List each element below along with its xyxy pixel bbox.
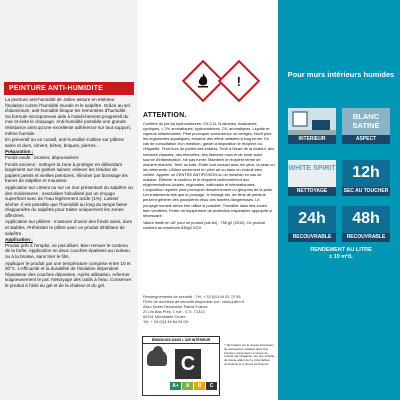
safety-paragraph: Contient du (de la) hydrocarbures, C9-C11, N-alcanes, isoalcanes, cycliques, < 2% aromatiques; hydrocarbures, C9, aromatiques. Liquide et vapeurs inflammables. Peut provoquer somnolence ou vertiges. Nocif pour les organismes aquatiques, entraîne des effets néfastes à long terme. En cas de consultation d'un médecin, garder à disposition le récipient ou l'étiquette. Tenir hors de portée des enfants. Tenir à l'écart de la chaleur, des surfaces chaudes, des étincelles, des flammes nues et de toute autre source d'inflammation. Ne pas fumer. Maintenir le récipient fermé de manière étanche. Tenir au frais. Éviter tout contact avec les yeux, la peau ou les vêtements. Utiliser seulement en plein air ou dans un endroit bien ventilé. Appeler un CENTRE ANTIPOISON ou un médecin en cas de malaise. Éliminer le contenu et le récipient conformément aux réglementations locales, régionales, nationales et internationales. L'exposition répétée peut provoquer dessèchement ou gerçures de la peau. Les traitements tels que le ponçage, le brûlage etc. de films de peinture peuvent générer des poussières et/ou des fumées dangereuses. Le ponçage humide devra être utilisé si possible. Travailler dans des zones bien ventilées. Porter un équipement de protection respiratoire approprié si nécessaire. [143, 121, 275, 218]
scale-b: B [194, 382, 205, 390]
finish-value: BLANC SATINÉ [352, 112, 380, 130]
tile-interior [288, 108, 336, 144]
emissions-note: * Information sur le niveau d'émission de substances volatiles dans l'air intérieur, présentant un risque de toxicité par inhalation, sur une échelle de classe allant de A+ (très faibles émissions) à C (fortes émissions). [224, 343, 275, 366]
emission-scale [170, 382, 217, 390]
tile-aspect [342, 108, 390, 144]
middle-panel [138, 0, 278, 400]
emissions-title: ÉMISSIONS DANS L'AIR INTÉRIEUR [143, 337, 219, 344]
manufacturer-info [143, 294, 275, 324]
cleaning-value: WHITE SPIRIT [288, 165, 336, 172]
emissions-label [142, 336, 220, 396]
tile-label-dry-touch: SEC AU TOUCHER [343, 188, 389, 194]
coverage-info [284, 247, 398, 261]
hazard-pictograms [188, 66, 254, 96]
right-title: Pour murs intérieurs humides [287, 70, 395, 79]
left-panel [0, 0, 138, 400]
scale-aplus: A+ [170, 382, 181, 390]
tile-recoat-48 [342, 206, 390, 242]
prep-old-surfaces: Fonds anciens : nettoyer la zone à protéger en débordant largement sur les parties saines; enlever les résidus de papiers peints et vieilles peintures, éliminer par brossage les traces de salpêtre et mousses. [5, 161, 128, 184]
company-phone: Tél. + 33 (0)3 44 64 94 00 [143, 319, 188, 324]
tile-label-recoat-24: RECOUVRABLE [288, 233, 336, 242]
prep-plaster: Application sur plâtres : s'assurer d'avoir des fonds sains, durs et stables. Préhésiter le plâtre avec un produit inhibiteur de salpêtre. [5, 219, 132, 236]
prep-cement: Application sur ciment ou sur un mur présentant du salpêtre ou des moisissures : neutraliser l'alcalinité par un rinçage superficiel avec de l'eau légèrement acide (1%). Laisser sécher. Il est possible que l'humidité au long du temps fasse réapparaître du salpêtre pour traiter uniquement les zones affectées. [5, 184, 133, 218]
right-panel [278, 0, 400, 400]
application-title: Application : [5, 237, 33, 243]
tile-cleaning [288, 160, 336, 196]
recoat-24-value: 24h [298, 210, 326, 227]
company-name: Akzo Nobel Decorative Paints France [143, 304, 208, 309]
preparation-title: Préparation : [5, 149, 34, 155]
coverage-value: ± 10 m²/L [329, 254, 353, 260]
intro-text: La peinture anti-humidité de Julien assure en intérieur l'isolation contre l'humidité murale et le salpêtre. Grâce au sel d'aluminium, anti-humidité bloque les remontées d'humidité. Sa formule microporeuse aide à l'assèchement progressif du mur et évite le cloquage. Anti-humidité possède une grande résistance ainsi qu'une excellente adhérence sur tout support, même humide. [5, 97, 132, 136]
dry-touch-value: 12h [352, 164, 380, 181]
exclamation-pictogram-icon: ! [218, 60, 260, 102]
tile-recoat-24 [288, 206, 336, 242]
coverage-label: RENDEMENT AU LITRE [310, 247, 372, 253]
tile-label-cleaning: NETTOYAGE [288, 187, 336, 196]
product-description [0, 95, 138, 289]
section-header: PEINTURE ANTI-HUMIDITE [4, 82, 134, 95]
attention-heading: ATTENTION. [143, 112, 187, 119]
company-address: ZI Les Bas Prés, 1 rue - C.S. 71313 [143, 309, 205, 314]
safety-phone: Renseignements de sécurité : Tél. + 33 (0)3 44 51 70 59 [143, 294, 241, 299]
scale-a: A [182, 382, 193, 390]
tile-label-interior: INTERIEUR [288, 135, 336, 144]
voc-paragraph: Valeur limite en UE pour ce produit (cat A/i) : 750 g/l (2010). Ce produit contient au maximum 540g/l COV. [143, 219, 265, 230]
room-icon [288, 108, 336, 135]
flame-icon [196, 72, 210, 88]
scale-c: C [206, 382, 217, 390]
tile-label-aspect: ASPECT [342, 135, 390, 144]
application-text-1: Produit prêt à l'emploi, ne pas diluer. Bien remuer le contenu de la boîte. Application en deux couches épaisses au rouleau ou à la brosse, sans tirer le film. [5, 242, 130, 260]
recoat-48-value: 48h [352, 210, 380, 227]
company-city: 60761 Montataire Cedex [143, 314, 186, 319]
usage-text: En préventif ou en curatif, anti-humidité s'utilise sur plâtres sains et durs, ciment, béton, briques, pierres... [5, 137, 124, 148]
application-text-2: Appliquer le produit par une température comprise entre 10 et 30°C. L'efficacité et la durabilité de l'isolation dépendent l'épaisseur des couches déposées. Après utilisation, refermer soigneusement le pot. Nettoyage des outils à l'eau. Conserver le produit à l'abri du gel et de la chaleur et du gel. [5, 260, 132, 288]
safety-text [143, 121, 275, 232]
prep-new-surfaces: Fonds neufs : brosser, dépoussiérer. [5, 154, 80, 160]
tile-dry-touch [342, 160, 390, 196]
emission-grade: C [175, 349, 201, 379]
tile-label-recoat-48: RECOUVRABLE [342, 233, 390, 242]
cloud-icon [147, 350, 167, 366]
sds-link: Fiche de données de sécurité disponible sur : www.julien.fr [143, 299, 245, 304]
